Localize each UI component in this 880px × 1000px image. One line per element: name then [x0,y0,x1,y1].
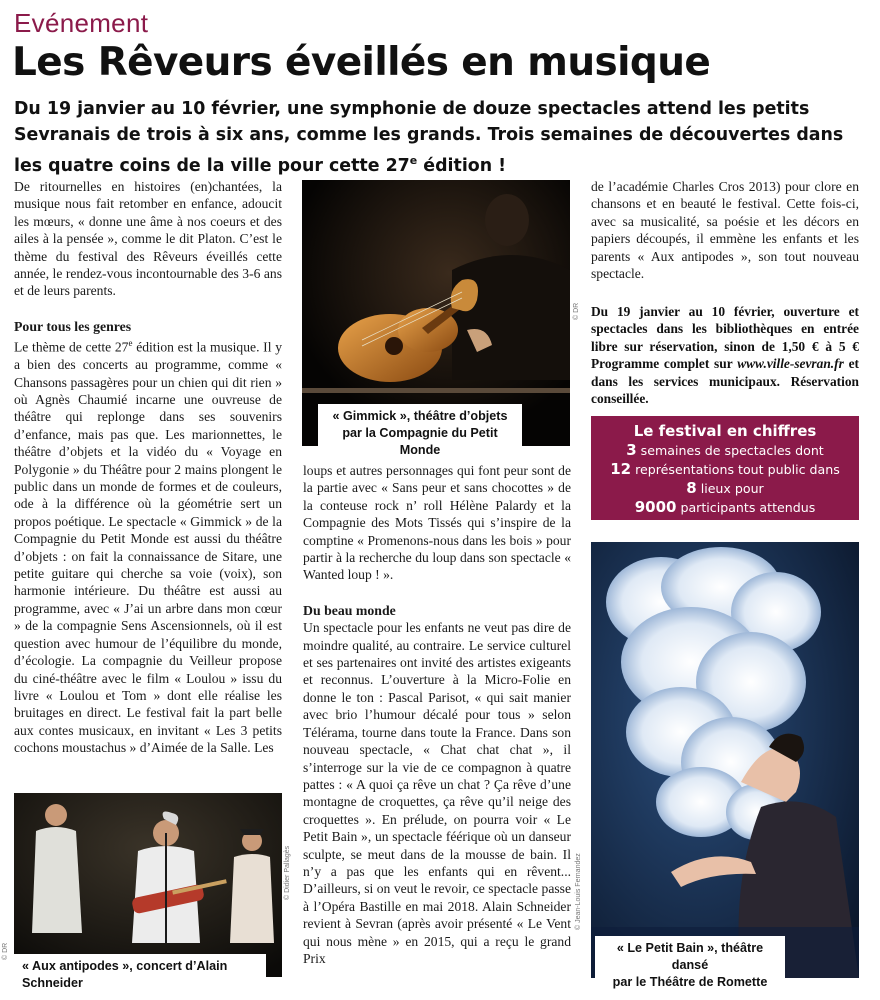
genres-paragraph [14,335,282,756]
beau-monde-paragraph: Un spectacle pour les enfants ne veut pas dire de moindre qualité, au contraire. Le service culturel et ses partenaires ont invité des artistes exigeants et reconnus. L’ouverture à la Micro-Folie en donne le ton : Pascal Parisot, « qui sait manier avec brio l’humour décalé pour tous » selon Télérama, tourne dans toute la France. Dans son nouveau spectacle, « Chat chat chat », il s’interroge sur la vie de ce compagnon à quatre pattes : « A quoi ça rêve un chat ? Ça rêve d’une montagne de croquettes, ça rêve qu’il neige des croquettes ». En prélude, on pourra voir « Le Petit Bain », un spectacle féérique où un danseur sculpte, se meut dans de la mousse de bain. Il n’y a pas que les enfants qui en rêvent... D’ailleurs, si on veut le revoir, ce spectacle passe à l’Opéra Bastille en mai 2018. Alain Schneider revient à Sevran (après avoir présenté « Le Vent qui nous mène » en 2015, qui a reçu le grand Prix [303,620,571,966]
info-text: Du 19 janvier au 10 février, ouverture et spectacles dans les bibliothèques en entrée libre sur réservation, sinon de 1,50 € à 5 € Programme complet sur [591,304,859,372]
stats-number: 12 [610,460,632,478]
antipodes-image [14,793,282,977]
credit-antipodes-right: © Didier Pallagès [284,845,291,900]
stats-line [591,498,859,517]
photo-petit-bain [591,542,859,978]
caption-antipodes [14,954,266,996]
lead-text: Du 19 janvier au 10 février, une symphonie de douze spectacles attend les petits Sevranais de trois à six ans, comme les grands. Trois semaines de découvertes dans les quatre coins de la ville pour cette 27 [14,99,844,176]
caption-antipodes-text: « Aux antipodes », concert d’Alain Schneider [22,959,228,990]
stats-label: représentations tout public dans [631,462,840,477]
lead-sup: e [409,154,418,167]
stats-label: semaines de spectacles dont [636,443,824,458]
credit-gimmick: © DR [573,302,580,320]
genres-sup: e [128,338,133,349]
stats-label: lieux pour [696,481,764,496]
website-link[interactable]: www.ville-sevran.fr [737,356,844,372]
credit-antipodes-left: © DR [2,942,9,960]
stats-line [591,479,859,498]
genres-text-start: Le thème de cette 27 [14,339,129,355]
petit-bain-image [591,542,859,978]
genres-text: édition est la musique. Il y a bien des concerts au programme, comme « Chansons passagères pour un chien qui dit rien » où Agnès Chaumié incarne une ouvreuse de théâtre qui replonge dans ses souvenirs d’enfance, mais pas que. Les marionnettes, le théâtre d’objets et la vidéo du « Voyage en Polygonie » du Théâtre pour 2 mains plongent le public dans un monde de formes et de couleurs, ode à la différence où la géométrie sert un propos poétique. Le spectacle « Gimmick » de la Compagnie du Petit Monde est aussi du théâtre d’objets : on fait la connaissance de Sitare, une petite guitare qui cherche sa voie (voix), son harmonie intérieure. Du théâtre est aussi au programme, avec « J’ai un arbre dans mon cœur » de la compagnie Sens Ascensionnels, où il est question avec humour de l’équilibre du monde, d’écologie. La compagnie du Veilleur propose du ciné-théâtre avec le film « Loulou » issu du livre « Loulou et Tom » dont elle réalise les bruitages en direct. Le festival fait la part belle aux contes musicaux, en invitant « Les 3 petits cochons moustachus » d’Aimée de la Salle. Les [14,339,282,756]
stats-title: Le festival en chiffres [633,422,817,440]
caption-gimmick [318,404,522,463]
subheading-genres: Pour tous les genres [14,318,132,334]
stats-line [591,441,859,460]
stats-box [591,416,859,520]
lead-text-end: édition ! [417,155,507,176]
column-3 [591,178,859,282]
closing-paragraph: de l’académie Charles Cros 2013) pour clore en chansons et en beauté le festival. Cette fois-ci, avec sa musicalité, sa poésie et les décors en papiers découpés, il emmène les enfants et les parents « Aux antipodes », son tout nouveau spectacle. [591,179,859,282]
caption-petit-bain-line2: par le Théâtre de Romette [612,975,768,989]
stats-number: 3 [626,441,637,459]
photo-antipodes [14,793,282,977]
article-headline: Les Rêveurs éveillés en musique [12,40,711,85]
article-lead [14,96,870,179]
stats-label: participants attendus [676,500,816,515]
column-1 [14,178,282,757]
wolves-paragraph: loups et autres personnages qui font peur sont de la partie avec « Sans peur et sans chocottes » de la conteuse rock n’ roll Hélène Palardy et la Compagnie des Mots Tissés qui s’inspire de la comptine « Promenons-nous dans les bois » pour partir à la recherche du loup dans son spectacle « Wanted loup ! ». [303,463,571,583]
caption-petit-bain-line1: « Le Petit Bain », théâtre dansé [616,941,764,972]
caption-gimmick-line1: « Gimmick », théâtre d’objets [332,409,508,423]
column-2 [303,462,571,967]
caption-petit-bain [595,936,785,995]
stats-number: 9000 [634,498,677,516]
info-text-end: et dans les services municipaux. Réservation conseillée. [591,356,859,407]
practical-info [591,303,859,407]
credit-petit-bain: © Jean-Louis Fernandez [575,853,582,930]
section-kicker: Evénement [14,8,149,38]
subheading-beau-monde: Du beau monde [303,602,396,618]
intro-paragraph: De ritournelles en histoires (en)chantées, la musique nous fait retomber en enfance, adoucit les mœurs, « donne une âme à nos coeurs et des ailes à la pensée », comme le dit Platon. C’est le thème du festival des Rêveurs éveillés cette année, le rendez-vous incontournable des 3-6 ans et de leurs parents. [14,179,282,299]
stats-line [591,460,859,479]
stats-number: 8 [686,479,697,497]
caption-gimmick-line2: par la Compagnie du Petit Monde [342,426,498,457]
